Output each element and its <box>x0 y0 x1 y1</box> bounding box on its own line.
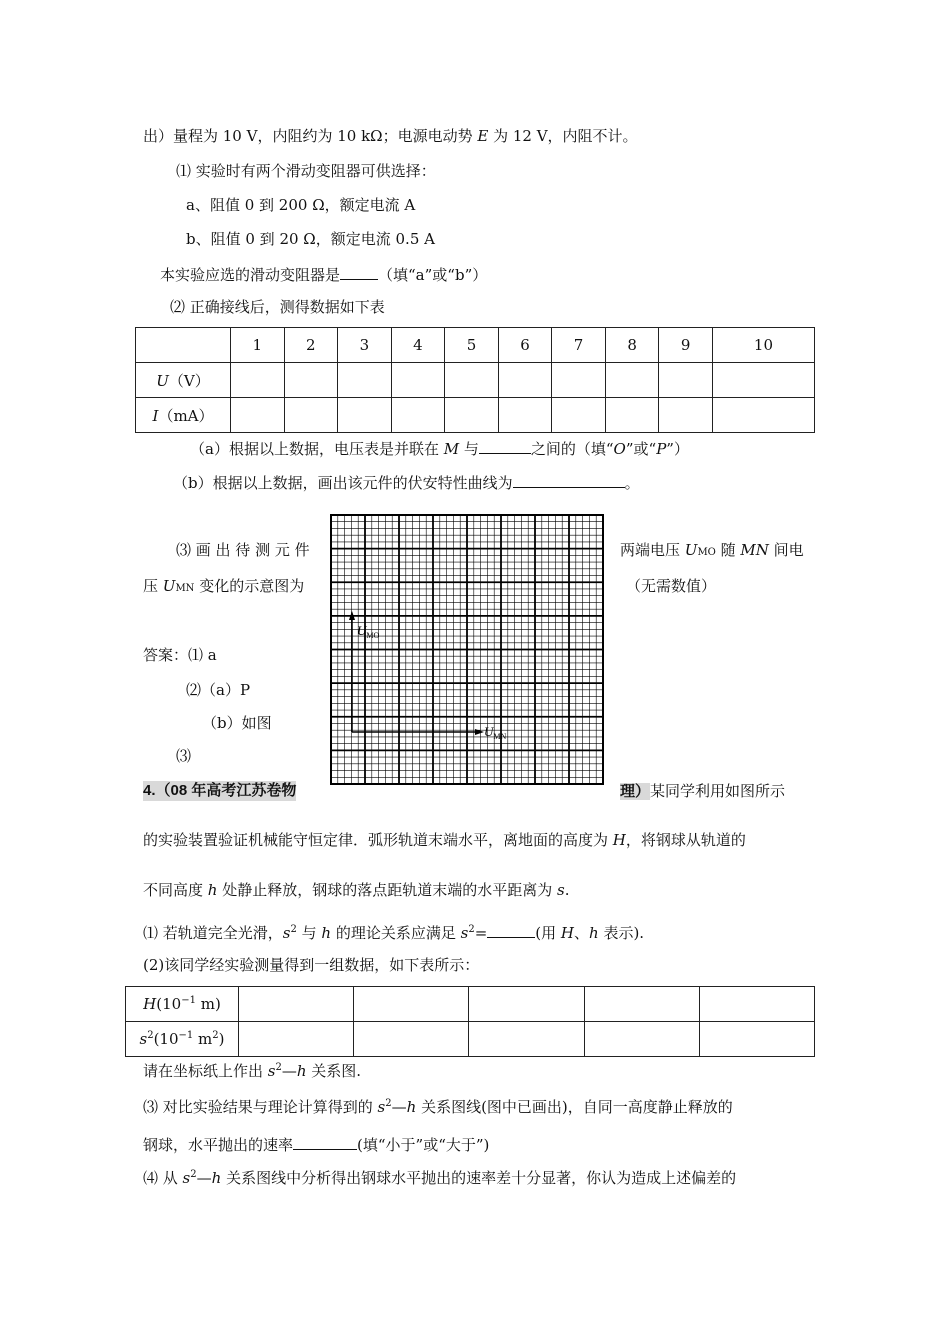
answer-blank[interactable] <box>293 1133 357 1150</box>
q3-left-2: 压 UMN 变化的示意图为 <box>143 577 305 595</box>
q3-right-2: （无需数值） <box>626 577 717 595</box>
text-line-1: 出）量程为 10 V，内阻约为 10 kΩ；电源电动势 E 为 12 V，内阻不计。 <box>143 127 638 145</box>
x-axis-label: $U_{MN}$ <box>484 724 507 741</box>
q4-heading-right: 理）某同学利用如图所示 <box>620 782 786 800</box>
table-row-s2: $s^2(10^{-1}$ $m^2$) <box>126 1022 815 1057</box>
answer-title: 答案：⑴ a <box>143 646 217 664</box>
answer-blank[interactable] <box>513 471 625 488</box>
question-2b: （b）根据以上数据，画出该元件的伏安特性曲线为 。 <box>173 471 640 493</box>
q4-part-1: ⑴ 若轨道完全光滑，$s^2$ 与 h 的理论关系应满足 $s^2=$ (用 H、h 表示). <box>143 921 644 943</box>
graph-paper <box>330 514 604 785</box>
choose-rheostat: 本实验应选的滑动变阻器是 （填“a”或“b”） <box>160 263 487 285</box>
data-table-1: 1 2 3 4 5 6 7 8 9 10 U（V） I（mA） <box>135 327 815 433</box>
q4-heading: 4.（08 年高考江苏卷物 <box>143 782 297 799</box>
y-axis-label: $U_{MO}$ <box>357 623 380 640</box>
plot-instruction: 请在坐标纸上作出 $s^2—h$ 关系图. <box>143 1062 362 1080</box>
answer-3: ⑶ <box>176 747 192 765</box>
q3-right-1: 两端电压 UMO 随 MN 间电 <box>620 541 804 559</box>
q4-part-3b: 钢球，水平抛出的速率 (填“小于”或“大于”) <box>143 1133 489 1155</box>
question-2a: （a）根据以上数据，电压表是并联在 M 与 之间的（填“O”或“P”） <box>190 437 689 459</box>
q4-part-3: ⑶ 对比实验结果与理论计算得到的 $s^2—h$ 关系图线(图中已画出)，自同一高度静止释放的 <box>143 1098 733 1116</box>
table-row-u: U（V） <box>136 363 815 398</box>
q4-line-2: 的实验装置验证机械能守恒定律．弧形轨道末端水平，离地面的高度为 H，将钢球从轨道的 <box>143 831 746 849</box>
answer-2a: ⑵（a）P <box>186 681 251 699</box>
answer-2b: （b）如图 <box>202 714 272 732</box>
option-a: a、阻值 0 到 200 Ω，额定电流 A <box>186 196 416 214</box>
answer-blank[interactable] <box>340 263 378 280</box>
q4-part-2: (2)该同学经实验测量得到一组数据，如下表所示： <box>143 956 480 974</box>
answer-blank[interactable] <box>487 921 535 938</box>
q4-line-3: 不同高度 h 处静止释放，钢球的落点距轨道末端的水平距离为 s. <box>143 881 570 899</box>
table-row-h: $H(10^{-1}$ m) <box>126 987 815 1022</box>
question-1: ⑴ 实验时有两个滑动变阻器可供选择： <box>176 162 436 180</box>
q4-part-4: ⑷ 从 $s^2—h$ 关系图线中分析得出钢球水平抛出的速率差十分显著，你认为造成上述偏差的 <box>143 1169 737 1187</box>
q3-left-1: ⑶ 画 出 待 测 元 件 <box>176 541 310 559</box>
question-2: ⑵ 正确接线后，测得数据如下表 <box>170 298 385 316</box>
option-b: b、阻值 0 到 20 Ω，额定电流 0.5 A <box>186 230 435 248</box>
table-row-i: I（mA） <box>136 398 815 433</box>
data-table-2 <box>125 986 815 1057</box>
answer-blank[interactable] <box>479 437 531 454</box>
